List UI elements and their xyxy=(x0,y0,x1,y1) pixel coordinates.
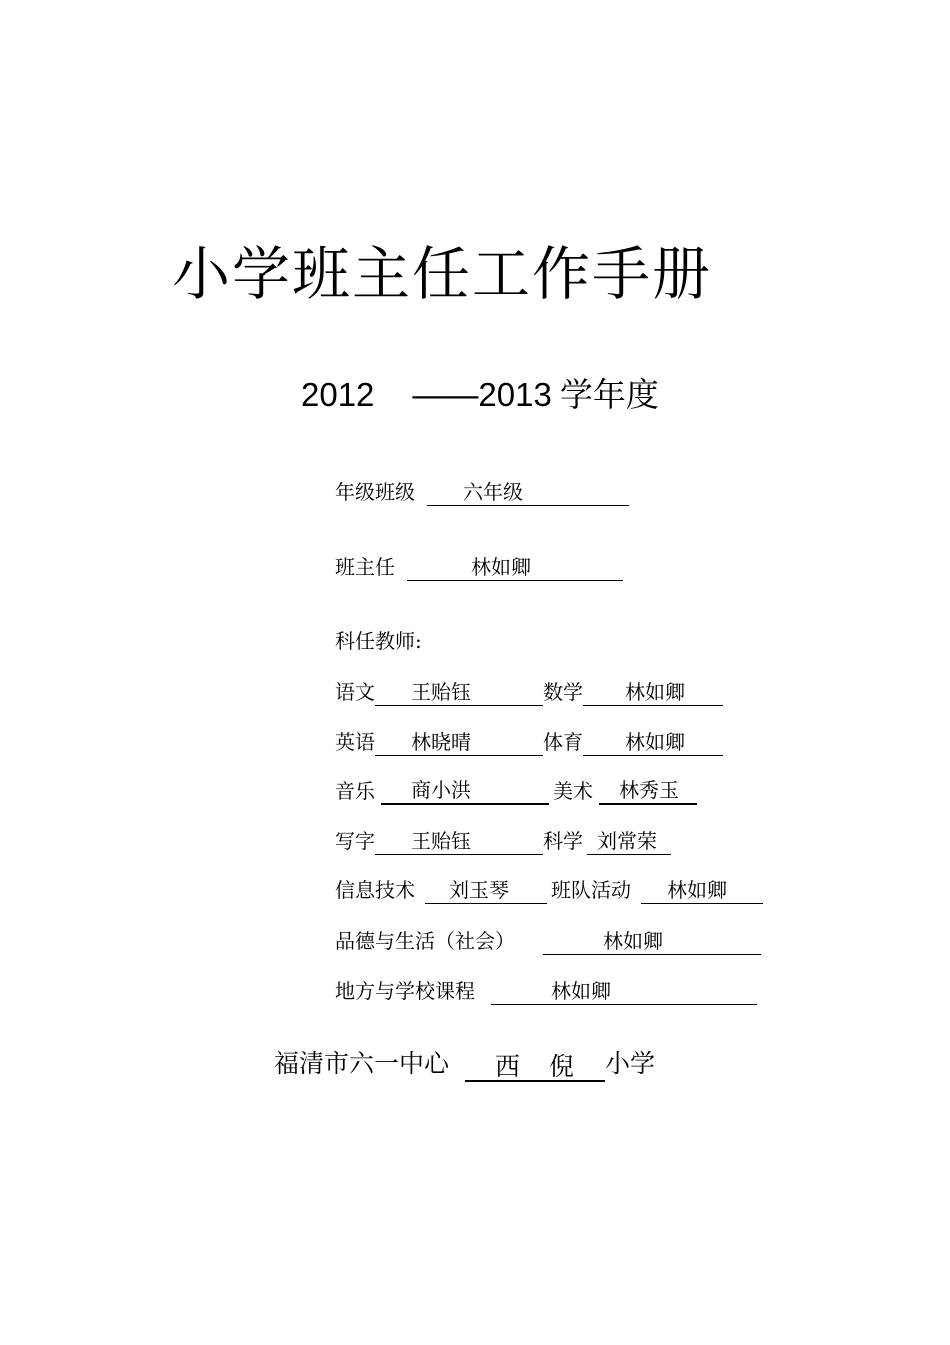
subject-blank xyxy=(381,777,549,805)
year-dash: —— xyxy=(412,376,479,413)
subject-row-5 xyxy=(335,876,763,904)
page-title: 小学班主任工作手册 xyxy=(172,240,713,308)
subject-teachers-label: 科任教师: xyxy=(335,629,422,653)
subject-label: 班队活动 xyxy=(551,878,631,902)
subject-teacher: 林如卿 xyxy=(603,929,663,953)
head-teacher-value: 林如卿 xyxy=(471,555,531,579)
subject-label: 语文 xyxy=(335,680,375,704)
school-name xyxy=(274,1046,655,1082)
subject-label: 科学 xyxy=(543,829,583,853)
subject-teacher: 林秀玉 xyxy=(619,778,679,802)
grade-class-label: 年级班级 xyxy=(335,480,415,504)
subject-label: 地方与学校课程 xyxy=(335,979,475,1003)
head-teacher-label: 班主任 xyxy=(335,555,395,579)
subject-label: 数学 xyxy=(543,680,583,704)
subject-teacher: 林如卿 xyxy=(667,878,727,902)
subject-teacher: 林如卿 xyxy=(625,680,685,704)
subject-label: 写字 xyxy=(335,829,375,853)
subject-teacher: 林如卿 xyxy=(551,979,611,1003)
subject-blank xyxy=(583,679,723,706)
subject-blank xyxy=(599,777,697,805)
subject-blank xyxy=(491,978,757,1005)
subject-label: 音乐 xyxy=(335,779,375,803)
year-suffix: 学年度 xyxy=(559,375,659,414)
subject-label: 英语 xyxy=(335,730,375,754)
subject-row-4 xyxy=(335,827,671,855)
subject-teacher: 刘玉琴 xyxy=(449,878,509,902)
subject-blank xyxy=(375,679,543,706)
subject-blank xyxy=(587,828,671,855)
school-part-1: 西 xyxy=(495,1052,521,1081)
head-teacher-blank xyxy=(407,554,623,581)
year-end: 2013 xyxy=(478,376,552,413)
subject-label: 美术 xyxy=(553,779,593,803)
subject-label: 信息技术 xyxy=(335,878,415,902)
subject-teachers-heading xyxy=(335,627,422,655)
subject-blank xyxy=(583,729,723,756)
subject-row-2 xyxy=(335,728,723,756)
subject-blank xyxy=(375,729,543,756)
grade-class-field xyxy=(335,478,629,506)
head-teacher-field xyxy=(335,553,623,581)
academic-year xyxy=(301,370,659,420)
school-part-2: 倪 xyxy=(549,1052,575,1081)
subject-blank xyxy=(543,928,761,955)
subject-teacher: 王贻钰 xyxy=(411,829,471,853)
subject-teacher: 林如卿 xyxy=(625,730,685,754)
subject-blank xyxy=(425,877,547,904)
school-suffix: 小学 xyxy=(605,1049,656,1078)
subject-blank xyxy=(375,828,543,855)
subject-teacher: 林晓晴 xyxy=(411,730,471,754)
subject-row-6 xyxy=(335,927,761,955)
subject-label: 品德与生活（社会） xyxy=(335,929,515,953)
subject-teacher: 刘常荣 xyxy=(597,829,657,853)
school-prefix: 福清市六一中心 xyxy=(274,1049,450,1078)
subject-teacher: 商小洪 xyxy=(411,778,471,802)
subject-teacher: 王贻钰 xyxy=(411,680,471,704)
grade-class-value: 六年级 xyxy=(463,480,523,504)
school-blank xyxy=(465,1046,605,1082)
year-start: 2012 xyxy=(301,376,375,413)
subject-row-1 xyxy=(335,678,723,706)
subject-label: 体育 xyxy=(543,730,583,754)
subject-blank xyxy=(641,877,763,904)
subject-row-3 xyxy=(335,777,697,805)
subject-row-7 xyxy=(335,977,757,1005)
grade-class-blank xyxy=(427,479,629,506)
